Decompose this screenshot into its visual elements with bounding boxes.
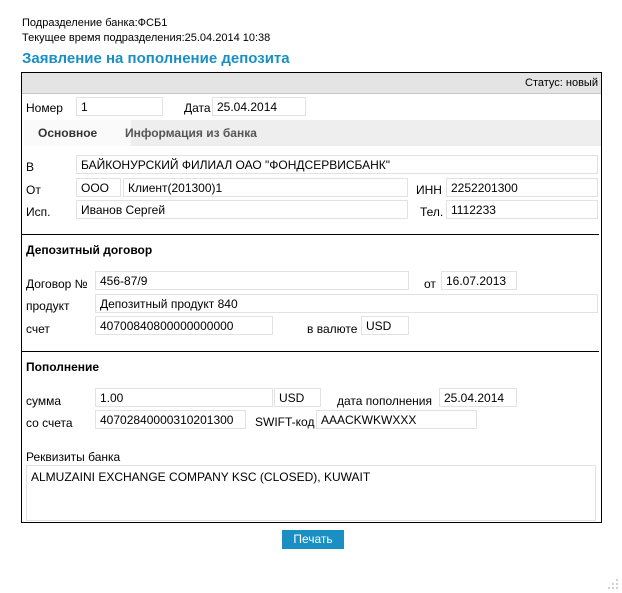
division-info: Подразделение банка:ФСБ1: [22, 17, 168, 29]
tel-field[interactable]: 1112233: [446, 200, 598, 219]
exec-field[interactable]: Иванов Сергей: [76, 200, 408, 219]
status-bar: [22, 73, 601, 94]
from-form-field[interactable]: ООО: [76, 178, 121, 197]
bank-details-field[interactable]: ALMUZAINI EXCHANGE COMPANY KSC (CLOSED), KUWAIT: [26, 465, 596, 521]
application-form: [21, 72, 602, 523]
account-label: счет: [26, 322, 50, 336]
product-field[interactable]: Депозитный продукт 840: [95, 294, 598, 313]
date-label: Дата: [184, 101, 211, 115]
date-field[interactable]: 25.04.2014: [212, 97, 306, 116]
inn-field[interactable]: 2252201300: [446, 178, 598, 197]
from-client-field[interactable]: Клиент(201300)1: [123, 178, 408, 197]
currency-label: в валюте: [307, 322, 358, 336]
amount-field[interactable]: 1.00: [95, 388, 273, 407]
exec-label: Исп.: [26, 205, 51, 219]
tab-main[interactable]: Основное: [24, 120, 131, 146]
replenishment-section-title: Пополнение: [26, 360, 100, 374]
from-account-label: со счета: [26, 416, 73, 430]
contract-from-field[interactable]: 16.07.2013: [441, 271, 517, 290]
division-time: Текущее время подразделения:25.04.2014 10:38: [22, 32, 271, 44]
replenish-date-label: дата пополнения: [337, 394, 432, 408]
contract-from-label: от: [424, 277, 436, 291]
resize-grip-icon[interactable]: [608, 579, 618, 589]
product-label: продукт: [26, 299, 70, 313]
tab-bank-info[interactable]: Информация из банка: [125, 126, 257, 140]
to-label: В: [26, 160, 35, 174]
page-title: Заявление на пополнение депозита: [22, 50, 290, 67]
number-field[interactable]: 1: [76, 97, 163, 116]
number-label: Номер: [26, 101, 63, 115]
amount-currency-field[interactable]: USD: [274, 388, 321, 407]
divider: [22, 351, 599, 352]
inn-label: ИНН: [416, 183, 442, 197]
replenish-date-field[interactable]: 25.04.2014: [439, 388, 517, 407]
currency-field[interactable]: USD: [361, 316, 409, 335]
print-button[interactable]: Печать: [282, 530, 344, 549]
contract-section-title: Депозитный договор: [26, 243, 153, 257]
divider: [22, 234, 599, 235]
bank-details-label: Реквизиты банка: [26, 450, 121, 464]
from-account-field[interactable]: 40702840000310201300: [95, 410, 246, 429]
contract-number-label: Договор №: [26, 277, 88, 291]
status-text: Статус: новый: [525, 77, 598, 89]
swift-field[interactable]: AAACKWKWXXX: [316, 410, 477, 429]
tel-label: Тел.: [420, 205, 444, 219]
account-field[interactable]: 40700840800000000000: [95, 316, 273, 335]
to-bank-field[interactable]: БАЙКОНУРСКИЙ ФИЛИАЛ ОАО "ФОНДСЕРВИСБАНК": [76, 155, 598, 174]
from-label: От: [26, 183, 41, 197]
contract-number-field[interactable]: 456-87/9: [95, 271, 409, 290]
tab-bar: [24, 120, 601, 146]
swift-label: SWIFT-код: [255, 415, 315, 429]
amount-label: сумма: [26, 394, 62, 408]
